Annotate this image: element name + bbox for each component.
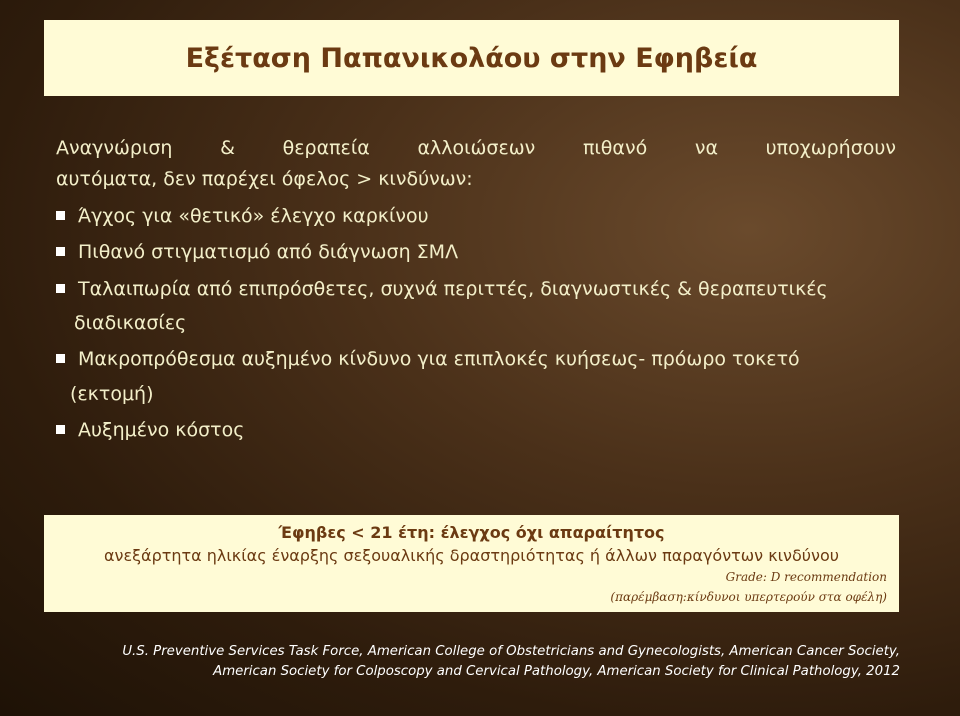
- title-box: [44, 20, 899, 96]
- bullet-continuation: διαδικασίες: [74, 312, 187, 335]
- bullet-text: Πιθανό στιγματισμό από διάγνωση ΣΜΛ: [78, 240, 459, 263]
- bullet-square-icon: [56, 211, 65, 220]
- bullet-item: [56, 420, 896, 441]
- bullet-text: Μακροπρόθεσμα αυξημένο κίνδυνο για επιπλοκές κυήσεως- πρόωρο τοκετό: [78, 348, 800, 371]
- sources-line-2: American Society for Colposcopy and Cervical Pathology, American Society for Clinical Pathology, 2012: [213, 664, 900, 679]
- recommendation-box: [44, 515, 899, 612]
- slide-title: Εξέταση Παπανικολάου στην Εφηβεία: [185, 42, 758, 74]
- bullet-square-icon: [56, 247, 65, 256]
- sources-line-1: U.S. Preventive Services Task Force, American College of Obstetricians and Gynecologists, American Cancer Society,: [122, 644, 900, 659]
- bullet-item: [56, 242, 896, 263]
- bullet-text: Άγχος για «θετικό» έλεγχο καρκίνου: [78, 204, 429, 227]
- intro-line-1: Αναγνώριση & θεραπεία αλλοιώσεων πιθανό να υποχωρήσουν: [56, 137, 896, 159]
- recommendation-title: Έφηβες < 21 έτη: έλεγχος όχι απαραίτητος: [278, 523, 665, 542]
- recommendation-risk-note: (παρέμβαση:κίνδυνοι υπερτερούν στα οφέλη): [610, 590, 887, 604]
- bullet-text: Ταλαιπωρία από επιπρόσθετες, συχνά περιττές, διαγνωστικές & θεραπευτικές: [78, 277, 828, 300]
- recommendation-grade: Grade: D recommendation: [725, 570, 887, 584]
- recommendation-subtitle: ανεξάρτητα ηλικίας έναρξης σεξουαλικής δραστηριότητας ή άλλων παραγόντων κινδύνου: [103, 546, 840, 565]
- bullet-square-icon: [56, 425, 65, 434]
- bullet-item: [56, 279, 896, 335]
- intro-line-2: αυτόματα, δεν παρέχει όφελος > κινδύνων:: [56, 167, 473, 190]
- main-content: [56, 138, 896, 441]
- bullet-square-icon: [56, 284, 65, 293]
- bullet-text: Αυξημένο κόστος: [78, 419, 245, 442]
- bullet-item: [56, 206, 896, 227]
- bullet-item: [56, 349, 896, 405]
- bullet-continuation: (εκτομή): [70, 383, 154, 406]
- sources-citation: [100, 642, 900, 682]
- bullet-square-icon: [56, 354, 65, 363]
